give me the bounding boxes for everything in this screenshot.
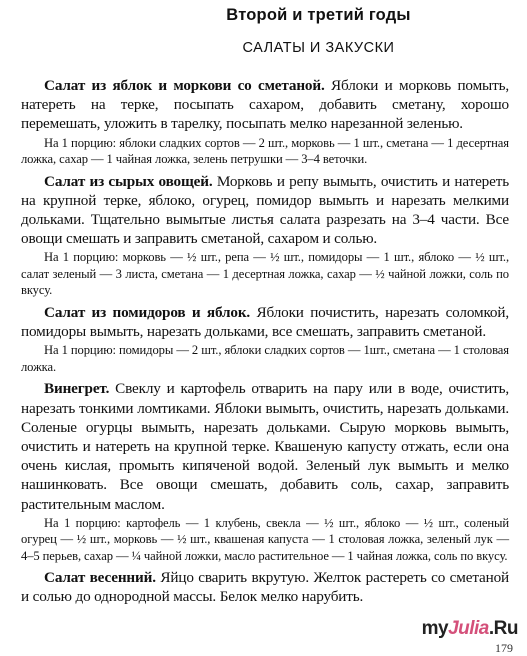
recipe-text: Яблоки и морковь помыть, натереть на терке, посыпать сахаром, добавить сметану, хорошо перемешать, уложить в тарелку, посыпать мелко нарезанной зеленью. <box>21 77 509 133</box>
recipe-spring-salad <box>21 568 509 606</box>
watermark-part: Julia <box>448 618 489 639</box>
recipe-portion: На 1 порцию: яблоки сладких сортов — 2 шт., морковь — 1 шт., сметана — 1 десертная ложка, сахар — 1 чайная ложка, зелень петрушки — 3–4 веточки. <box>21 135 509 167</box>
recipe-title: Винегрет. <box>44 380 110 398</box>
recipe-title: Салат весенний. <box>44 569 156 587</box>
recipe-portion: На 1 порцию: помидоры — 2 шт., яблоки сладких сортов — 1шт., сметана — 1 столовая ложка. <box>21 343 509 374</box>
recipe-text: Яйцо сварить вкрутую. Желток растереть со сметаной и солью до однородной массы. Белок мелко нарубить. <box>21 569 509 606</box>
watermark-part: .Ru <box>488 618 518 639</box>
recipe-tomato-apple <box>21 303 509 341</box>
recipe-title: Салат из яблок и моркови со сметаной. <box>44 77 325 94</box>
recipes-content <box>21 76 509 607</box>
watermark-part: my <box>421 618 449 639</box>
recipe-apple-carrot <box>21 76 509 134</box>
recipe-vinegret <box>21 379 509 513</box>
recipe-title: Салат из сырых овощей. <box>44 172 213 190</box>
recipe-portion: На 1 порцию: картофель — 1 клубень, свекла — ½ шт., яблоко — ½ шт., соленый огурец — ½ шт., морковь — ½ шт., квашеная капуста — 1 столовая ложка, зеленый лук — 4–5 перьев, сахар — ¼ чайной ложки, масло растительное — 1 чайная ложка, соль по вкусу. <box>21 515 509 563</box>
recipe-text: Свеклу и картофель отварить на пару или в воде, очистить, нарезать тонкими ломтиками. Яблоки вымыть, очистить, нарезать дольками. Соленые огурцы вымыть, нарезать дольками. Сырую морковь вымыть, очистить и натереть на крупной терке. Квашеную капусту отжать, если она очень кислая, промыть кипяченой водой. Зеленый лук вымыть и мелко нашинковать. Все овощи смешать, добавить соль, сахар, заправить растительным маслом. <box>21 380 509 513</box>
page-header: Второй и третий годы <box>226 6 411 24</box>
recipe-title: Салат из помидоров и яблок. <box>44 303 251 321</box>
recipe-text: Морковь и репу вымыть, очистить и натереть на крупной терке, яблоко, огурец, помидор вымыть и нарезать мелкими дольками. Тщательно вымытые листья салата разрезать на 3–4 части. Все овощи смешать и заправить сметаной, сахаром и солью. <box>21 172 509 248</box>
page-number: 179 <box>495 641 513 655</box>
recipe-raw-vegetables <box>21 172 509 249</box>
site-watermark <box>419 618 521 640</box>
recipe-text: Яблоки почистить, нарезать соломкой, помидоры вымыть, нарезать дольками, все смешать, заправить сметаной. <box>21 303 509 341</box>
recipe-portion: На 1 порцию: морковь — ½ шт., репа — ½ шт., помидоры — 1 шт., яблоко — ½ шт., салат зеленый — 3 листа, сметана — 1 десертная ложка, сахар — ½ чайной ложки, соль по вкусу. <box>21 250 509 298</box>
section-title: САЛАТЫ И ЗАКУСКИ <box>242 40 395 56</box>
